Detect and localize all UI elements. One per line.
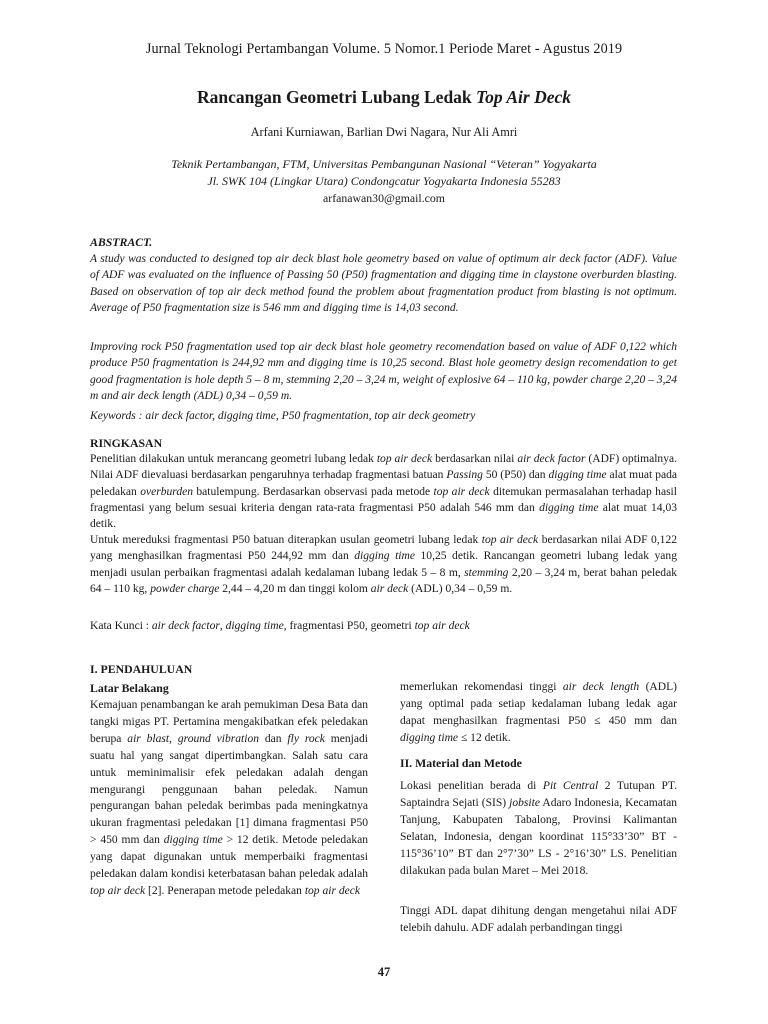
abstract-paragraph-2: Improving rock P50 fragmentation used top air deck blast hole geometry recomendation based on value of ADF 0,122 which produce P50 fragmentation is 244,92 mm and digging time is 10,25 second. Blast hole geometry design recomendation to get good fragmentation is hole depth 5 – 8 m, stemming 2,20 – 3,24 m, weight of explosive 64 – 110 kg, powder charge 2,20 – 3,24 m and air deck length (ADL) 0,34 – 0,59 m.	[90, 341, 677, 402]
text-run: stemming	[464, 566, 509, 579]
text-run: digging time	[354, 550, 415, 563]
text-run: Kata Kunci :	[90, 620, 152, 632]
ringkasan-paragraph-2	[90, 532, 677, 597]
abstract-paragraph-1: A study was conducted to designed top air deck blast hole geometry based on value of optimum air deck factor (ADF). Value of ADF was evaluated on the influence of Passing 50 (P50) fragmentation and digging time in claystone overburden blasting. Based on observation of top air deck method found the problem about fragmentation product from blasting is not optimum. Average of P50 fragmentation size is 546 mm and digging time is 14,03 second.	[90, 253, 677, 314]
section-2-paragraph-2	[400, 903, 677, 937]
section-1-left-text	[90, 697, 368, 900]
text-run: top air deck	[433, 485, 490, 498]
text-run: air blast, ground vibration	[127, 732, 259, 745]
abstract-heading: ABSTRACT.	[90, 235, 153, 249]
text-run: dan	[259, 732, 288, 745]
section-2-paragraph-1	[400, 778, 677, 879]
journal-header: Jurnal Teknologi Pertambangan Volume. 5 Nomor.1 Periode Maret - Agustus 2019	[145, 41, 623, 57]
ringkasan-heading: RINGKASAN	[90, 436, 163, 450]
page-number: 47	[377, 965, 391, 979]
text-run: digging time	[539, 501, 599, 514]
title-italic: Top Air Deck	[476, 87, 571, 107]
text-run: (ADL) yang optimal pada setiap kedalaman lubang ledak agar dapat menghasilkan fragmentasi P50 ≤ 450 mm dan	[400, 681, 677, 727]
text-run: berdasarkan nilai	[432, 453, 518, 465]
text-run: batulempung. Berdasarkan observasi pada metode	[193, 485, 434, 498]
text-run: Passing	[446, 469, 483, 482]
text-run: Penelitian dilakukan untuk merancang geometri lubang ledak	[90, 453, 377, 465]
text-run: top air deck	[376, 453, 433, 465]
text-run: top air deck	[481, 534, 539, 546]
abstract-keywords: Keywords : air deck factor, digging time, P50 fragmentation, top air deck geometry	[90, 410, 476, 422]
authors: Arfani Kurniawan, Barlian Dwi Nagara, Nur Ali Amri	[250, 125, 518, 139]
section-1-subheading: Latar Belakang	[90, 681, 169, 695]
text-run: air deck	[370, 582, 409, 595]
text-run: air deck factor	[151, 620, 220, 632]
paper-title	[0, 87, 768, 108]
text-run: digging time	[225, 620, 284, 632]
text-run: (ADF) optimalnya. Nilai ADF dievaluasi berdasarkan pengaruhnya terhadap fragmentasi batuan	[90, 453, 677, 482]
title-main: Rancangan Geometri Lubang Ledak	[196, 87, 472, 107]
author-email[interactable]: arfanawan30@gmail.com	[323, 191, 445, 205]
text-run: alat muat 14,03 detik.	[90, 501, 677, 531]
text-run: Untuk mereduksi fragmentasi P50 batuan diterapkan usulan geometri lubang ledak	[90, 534, 482, 546]
text-run: overburden	[140, 485, 193, 498]
text-run: 2 Tutupan PT. Saptaindra Sejati (SIS)	[400, 780, 678, 809]
text-run: , fragmentasi P50, geometri	[283, 620, 415, 632]
text-run: digging time	[400, 731, 459, 744]
ringkasan-keywords	[90, 618, 677, 634]
text-run: berdasarkan nilai ADF 0,122 yang menghasilkan fragmentasi P50 244,92 mm dan	[90, 534, 678, 563]
text-run: 2,44 – 4,20 m dan tinggi kolom	[219, 582, 371, 595]
affiliation-line-2: Jl. SWK 104 (Lingkar Utara) Condongcatur Yogyakarta Indonesia 55283	[207, 174, 561, 188]
text-run: Kemajuan penambangan ke arah pemukiman Desa Bata dan tangki migas PT. Pertamina mengakibatkan efek peledakan berupa	[90, 699, 368, 745]
section-1-heading: I. PENDAHULUAN	[90, 662, 193, 676]
text-run: 10,25 detik. Rancangan geometri lubang ledak yang menjadi usulan perbaikan fragmentasi adalah kedalaman lubang ledak 5 – 8 m,	[90, 550, 677, 579]
text-run: Tinggi ADL dapat dihitung dengan mengetahui nilai ADF telebih dahulu. ADF adalah perbandingan tinggi	[400, 905, 677, 934]
text-run: 50 (P50) dan	[482, 469, 549, 482]
affiliation-line-1: Teknik Pertambangan, FTM, Universitas Pembangunan Nasional “Veteran” Yogyakarta	[171, 157, 597, 171]
text-run: top air deck	[90, 884, 146, 897]
text-run: top air deck	[304, 884, 360, 897]
text-run: jobsite	[509, 796, 540, 809]
text-run: top air deck	[414, 620, 470, 632]
ringkasan-paragraph-1	[90, 451, 677, 532]
text-run: ditemukan permasalahan terhadap hasil fragmentasi yang belum sesuai kriteria dengan rata-rata fragmentasi P50 adalah 546 mm dan	[90, 485, 677, 514]
text-run: ,	[219, 620, 226, 632]
text-run: ≤ 12 detik.	[458, 731, 511, 744]
section-2-heading: II. Material dan Metode	[400, 756, 522, 770]
text-run: alat muat pada peledakan	[90, 469, 677, 498]
text-run: (ADL) 0,34 – 0,59 m.	[408, 582, 513, 595]
text-run: Lokasi penelitian berada di	[400, 780, 543, 792]
text-run: digging time	[163, 834, 223, 847]
section-1-right-text	[400, 679, 677, 747]
text-run: air deck length	[562, 681, 640, 693]
text-run: > 12 detik. Metode peledakan yang dapat digunakan untuk memperbaiki fragmentasi peledakan dalam kondisi keterbatasan bahan peledak adalah	[90, 834, 368, 881]
text-run: powder charge	[150, 582, 220, 595]
text-run: Adaro Indonesia, Kecamatan Tanjung, Kabupaten Tabalong, Provinsi Kalimantan Selatan, Indonesia, dengan koordinat 115°33’30” BT - 115°36’10” BT dan 2°7’30” LS - 2°16’30” LS. Penelitian dilakukan pada bulan Maret – Mei 2018.	[400, 796, 677, 877]
text-run: Pit Central	[542, 780, 599, 792]
text-run: fly rock	[287, 732, 325, 745]
text-run: menjadi suatu hal yang sangat dipertimbangkan. Salah satu cara untuk meminimalisir efek peledakan adalah dengan mengurangi penggunaan bahan peledak. Namun pengurangan bahan peledak berimbas pada meningkatnya ukuran fragmentasi peledakan [1] dimana fragmentasi P50 > 450 mm dan	[90, 732, 368, 847]
text-run: digging time	[548, 469, 607, 482]
text-run: 2,20 – 3,24 m, berat bahan peledak 64 – 110 kg,	[90, 566, 677, 595]
text-run: air deck factor	[517, 453, 586, 465]
text-run: [2]. Penerapan metode peledakan	[145, 884, 305, 897]
text-run: memerlukan rekomendasi tinggi	[400, 681, 563, 693]
